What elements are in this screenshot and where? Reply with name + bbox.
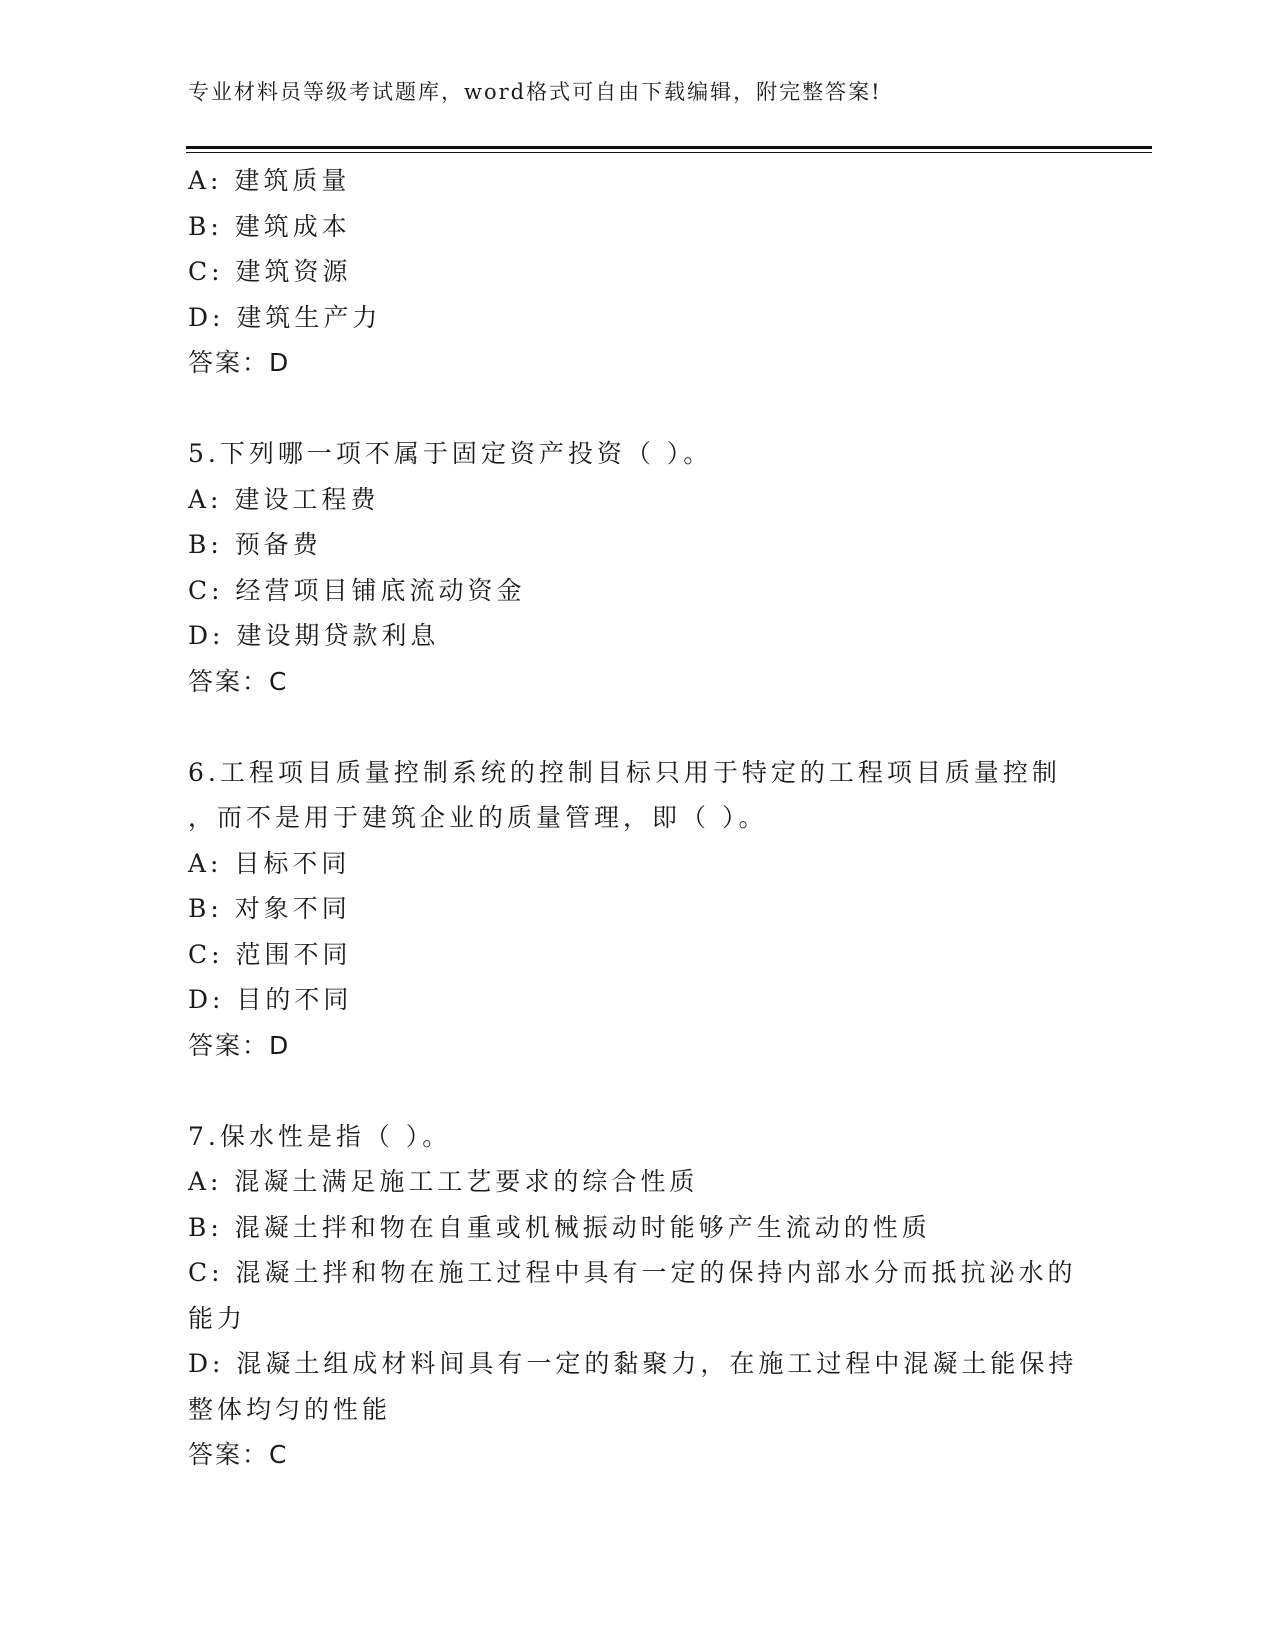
option-b: B: 建筑成本 — [188, 211, 351, 241]
option-d: D: 目的不同 — [188, 985, 353, 1014]
option-c-continued: 能力 — [188, 1303, 247, 1333]
header-rule-thick — [186, 146, 1152, 149]
question-6 — [188, 750, 1108, 1069]
option-d: D: 混凝土组成材料间具有一定的黏聚力，在施工过程中混凝土能保持 — [188, 1349, 1078, 1378]
question-5 — [188, 431, 1108, 704]
spacer — [188, 1068, 1108, 1114]
option-b: B: 混凝土拌和物在自重或机械振动时能够产生流动的性质 — [188, 1212, 931, 1242]
answer-line: 答案：D — [188, 1030, 291, 1060]
option-b: B: 预备费 — [188, 530, 322, 559]
header-text: 专业材料员等级考试题库，word格式可自由下载编辑，附完整答案! — [188, 80, 882, 104]
question-stem-continued: ，而不是用于建筑企业的质量管理，即（ ）。 — [188, 803, 768, 832]
option-c: C: 范围不同 — [188, 939, 352, 969]
option-a: A: 建筑质量 — [188, 166, 351, 195]
option-a: A: 混凝土满足施工工艺要求的综合性质 — [188, 1167, 699, 1196]
answer-line: 答案：D — [188, 348, 291, 377]
answer-line: 答案：C — [188, 666, 289, 696]
option-d-continued: 整体均匀的性能 — [188, 1394, 392, 1424]
option-d: D: 建设期贷款利息 — [188, 621, 440, 650]
question-stem: 5.下列哪一项不属于固定资产投资（ ）。 — [188, 439, 713, 468]
option-a: A: 建设工程费 — [188, 484, 380, 514]
answer-line: 答案：C — [188, 1440, 289, 1469]
spacer — [188, 386, 1108, 432]
option-c: C: 建筑资源 — [188, 257, 352, 286]
option-a: A: 目标不同 — [188, 848, 351, 878]
question-7 — [188, 1114, 1108, 1478]
header-rule-thin — [186, 152, 1152, 153]
spacer — [188, 704, 1108, 750]
option-c: C: 混凝土拌和物在施工过程中具有一定的保持内部水分而抵抗泌水的 — [188, 1258, 1077, 1287]
document-body — [188, 158, 1108, 1478]
option-b: B: 对象不同 — [188, 894, 351, 923]
option-d: D: 建筑生产力 — [188, 302, 382, 332]
question-4-continued — [188, 158, 1108, 386]
question-stem: 6.工程项目质量控制系统的控制目标只用于特定的工程项目质量控制 — [188, 757, 1061, 787]
question-stem: 7.保水性是指（ ）。 — [188, 1121, 452, 1151]
option-c: C: 经营项目铺底流动资金 — [188, 575, 526, 605]
